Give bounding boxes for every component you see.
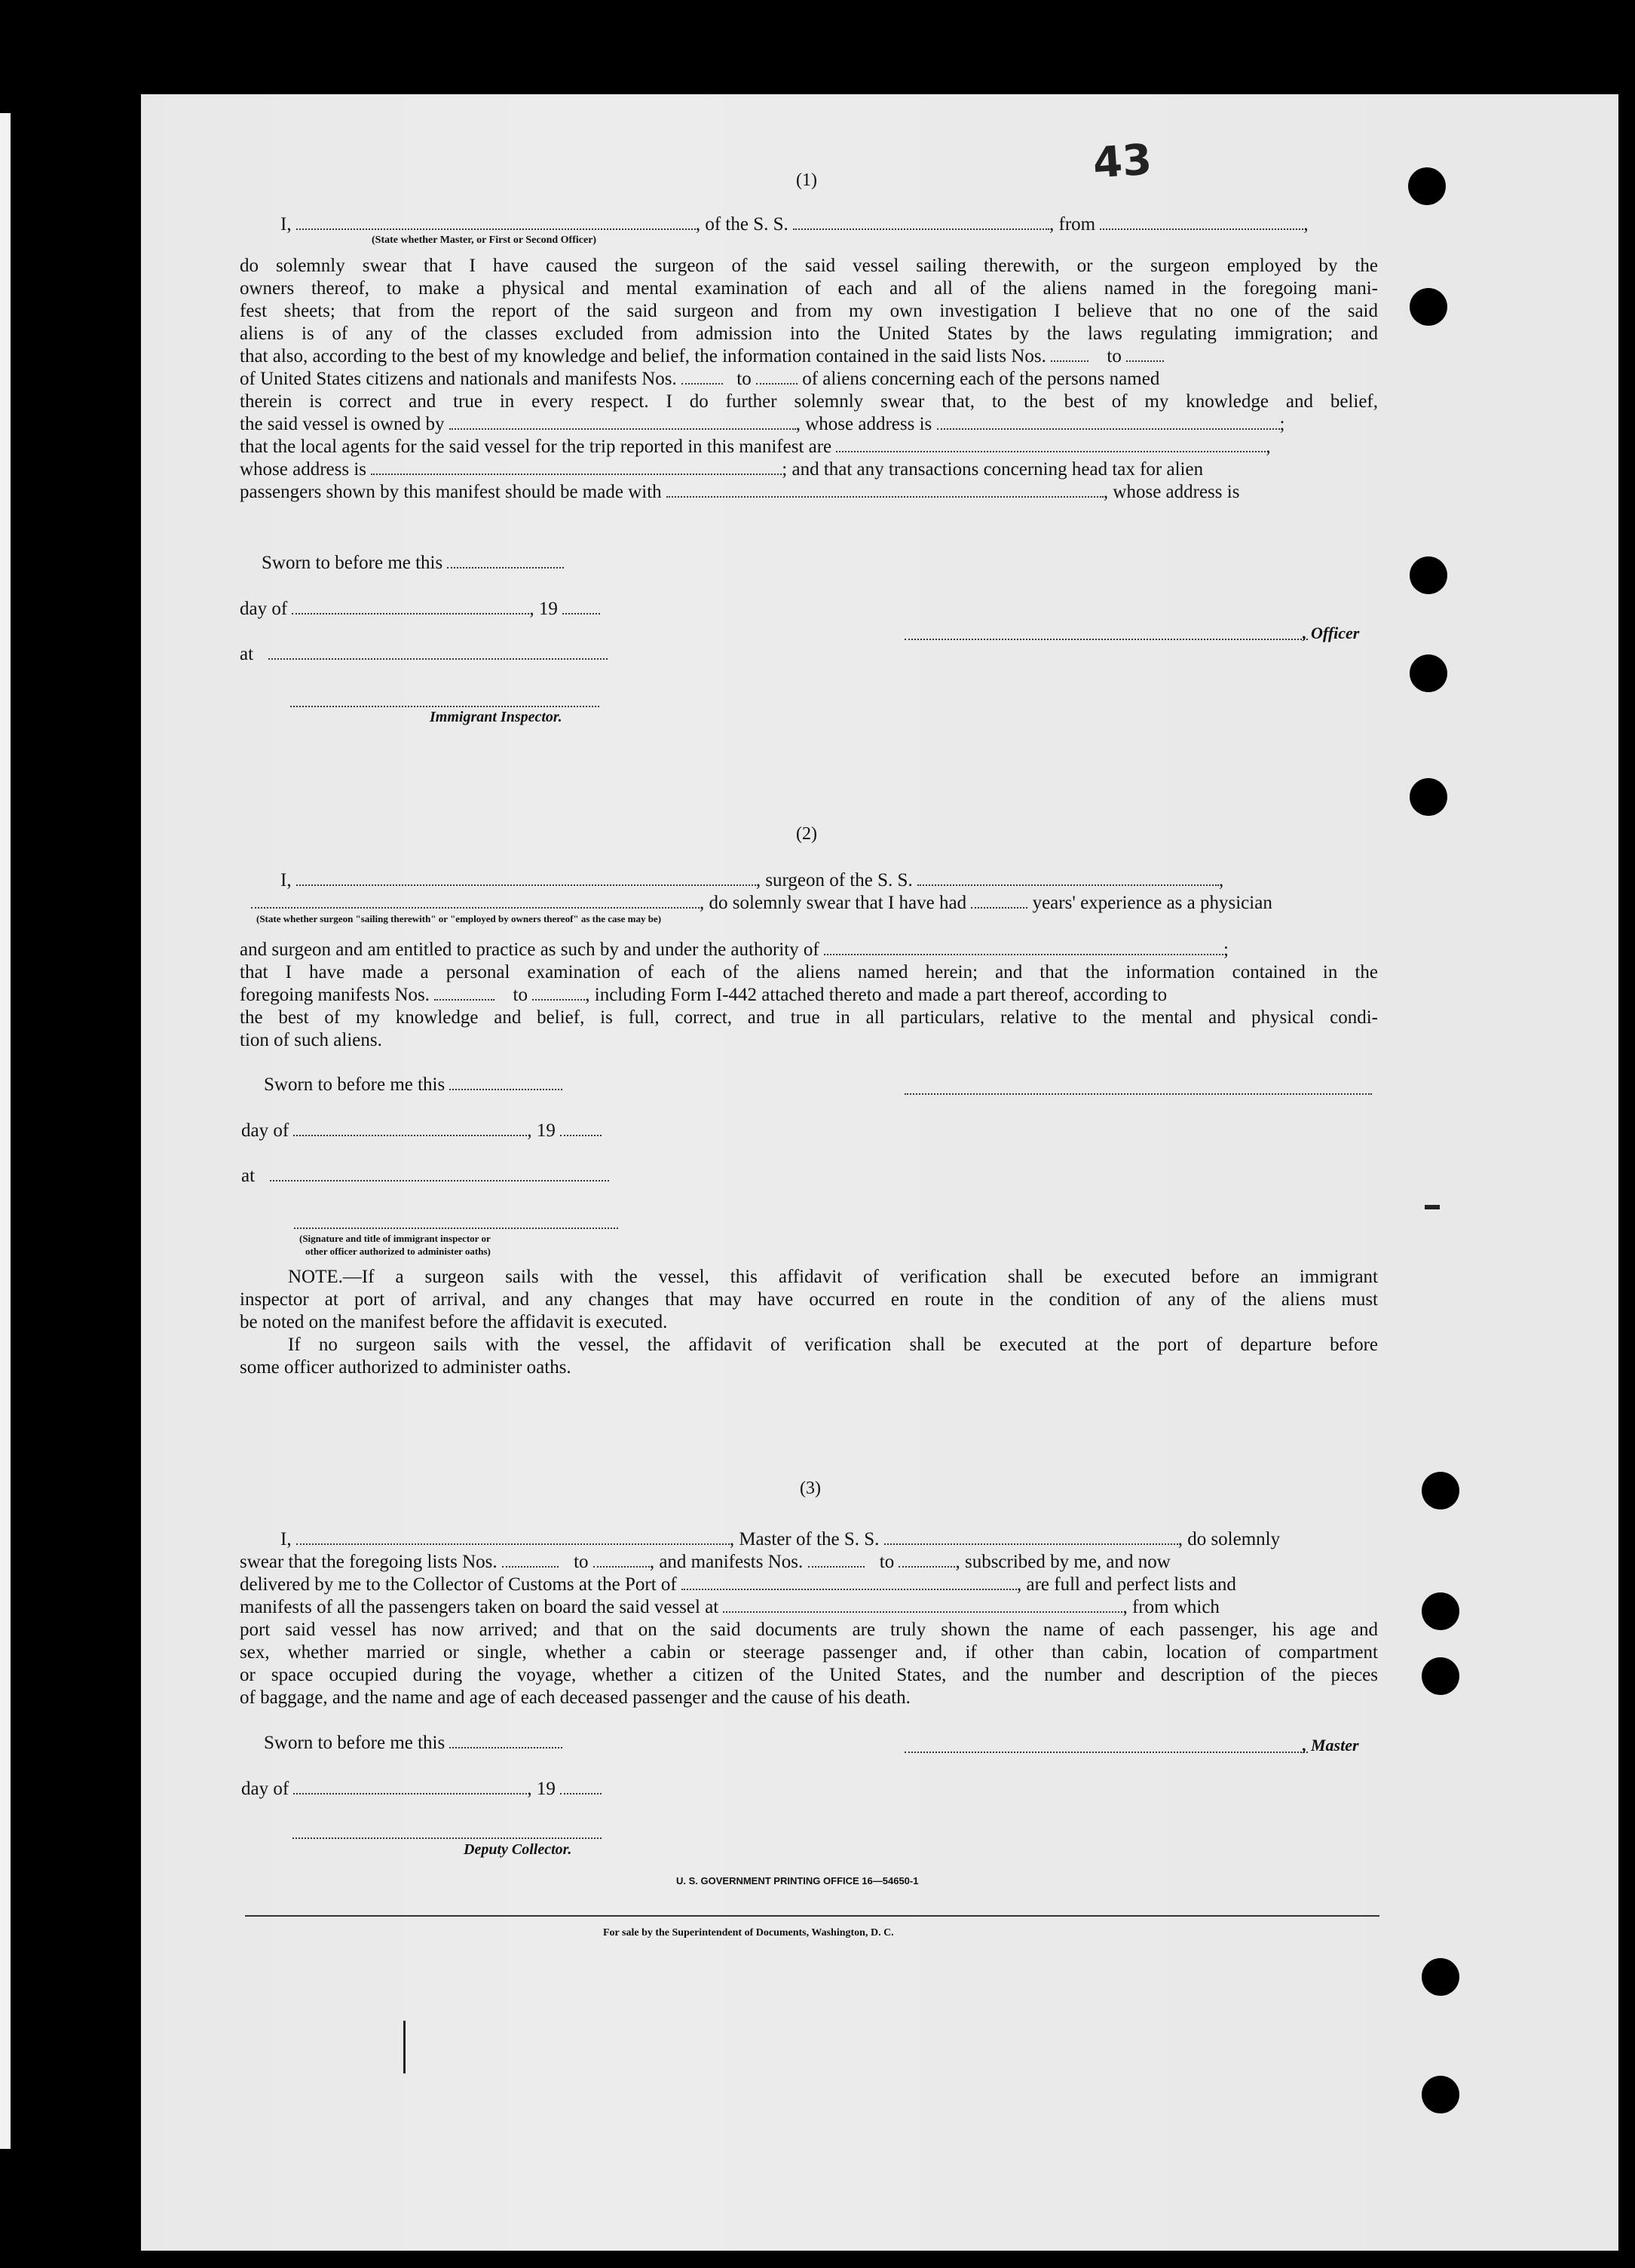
blank-field (434, 998, 494, 1001)
binder-hole (1422, 1958, 1459, 1996)
text: If no surgeon sails with the vessel, the affidavit of verification shall be executed at the port of departure before (288, 1335, 1378, 1355)
binder-hole (1410, 288, 1447, 326)
text: , surgeon of the S. S. (755, 870, 913, 890)
text: I, (280, 870, 292, 890)
text: to (513, 985, 528, 1005)
body-line: tion of such aliens. (240, 1030, 382, 1050)
blank-field (824, 953, 1223, 955)
text: day of (241, 1779, 289, 1799)
text: that also, according to the best of my knowledge and belief, the information contained in the said lists Nos. (240, 346, 1046, 366)
note-line: some officer authorized to administer oaths. (240, 1357, 571, 1378)
body-line (240, 1551, 1171, 1574)
blank-field (270, 1179, 609, 1182)
text: ; and that any transactions concerning head tax for alien (782, 459, 1204, 480)
text: and surgeon and am entitled to practice as such by and under the authority of (240, 939, 819, 960)
body-line (251, 892, 1272, 915)
note-line (288, 1334, 1378, 1356)
blank-field (1126, 360, 1164, 362)
blank-field (268, 657, 608, 660)
officer-label: , Officer (1303, 624, 1360, 642)
stray-mark (1425, 1205, 1440, 1209)
binder-hole (1422, 1657, 1459, 1695)
body-line (240, 458, 1203, 481)
text: , whose address is (795, 414, 932, 434)
sale-notice: For sale by the Superintendent of Documents, Washington, D. C. (603, 1927, 894, 1939)
blank-field (532, 998, 585, 1001)
body-line (240, 481, 1239, 504)
text: to (736, 369, 752, 389)
text: , subscribed by me, and now (955, 1552, 1171, 1572)
note-line: inspector at port of arrival, and any changes that may have occurred en route in the condition of any of the aliens must (240, 1289, 1378, 1310)
body-line (240, 368, 1159, 391)
section-number: (3) (800, 1479, 821, 1498)
body-line (240, 984, 1167, 1007)
body-line: aliens is of any of the classes excluded from admission into the United States by the laws regulating immigration; and (240, 323, 1378, 344)
text: , and manifests Nos. (649, 1552, 804, 1572)
text: , whose address is (1103, 482, 1240, 502)
text: the said vessel is owned by (240, 414, 445, 434)
body-line (240, 1574, 1236, 1596)
blank-field (937, 428, 1280, 430)
body-line: fest sheets; that from the report of the said surgeon and from my own investigation I believe that no one of the said (240, 301, 1378, 321)
text: I, (280, 214, 292, 234)
binder-hole (1410, 654, 1447, 692)
text: , do solemnly (1177, 1529, 1281, 1549)
text: to (574, 1552, 589, 1572)
text: at (240, 644, 254, 664)
blank-field (293, 1134, 527, 1136)
body-line: owners thereof, to make a physical and mental examination of each and all of the aliens named in the foregoing mani- (240, 278, 1378, 299)
blank-field (884, 1543, 1178, 1545)
blank-field (447, 566, 564, 569)
blank-field (502, 1565, 559, 1568)
blank-field (1051, 360, 1088, 362)
printing-office-line: U. S. GOVERNMENT PRINTING OFFICE 16—54650-1 (676, 1875, 919, 1886)
blank-field (560, 1792, 602, 1794)
text: , are full and perfect lists and (1017, 1574, 1236, 1595)
text: , (1266, 437, 1271, 457)
day-line (241, 1778, 602, 1801)
text: manifests of all the passengers taken on board the said vessel at (240, 1597, 719, 1617)
text: delivered by me to the Collector of Customs at the Port of (240, 1574, 677, 1595)
section-number: (1) (796, 170, 817, 190)
text: , Master of the S. S. (729, 1529, 880, 1549)
blank-field (560, 1134, 602, 1136)
blank-field (296, 1543, 730, 1545)
surgeon-signature-line (905, 1093, 1372, 1095)
blank-field (562, 612, 600, 615)
blank-field (293, 1792, 527, 1794)
collector-label: Deputy Collector. (464, 1841, 572, 1858)
day-line (240, 598, 600, 621)
body-line: or space occupied during the voyage, whether a citizen of the United States, and the number and description of the pieces (240, 1665, 1378, 1685)
text: , (1303, 214, 1309, 234)
text: years' experience as a physician (1032, 893, 1272, 913)
inspector-signature-line (290, 705, 599, 707)
blank-field (793, 228, 1049, 230)
text: , do solemnly swear that I have had (700, 893, 967, 913)
text: day of (241, 1120, 289, 1141)
note-line (288, 1266, 1378, 1289)
at-line (240, 643, 608, 666)
page-number: 43 (1091, 135, 1154, 188)
day-line (241, 1120, 602, 1142)
text: , 19 (529, 599, 558, 619)
text: whose address is (240, 459, 367, 480)
text: , 19 (527, 1779, 556, 1799)
signature-note: other officer authorized to administer oaths) (305, 1246, 491, 1257)
binder-hole (1422, 1592, 1459, 1630)
blank-field (681, 382, 723, 385)
sec3-opening-line (280, 1528, 1280, 1551)
footer-rule (245, 1915, 1379, 1917)
officer-signature-line (905, 638, 1308, 640)
blank-field (1100, 228, 1303, 230)
sworn-line (262, 552, 564, 575)
body-line: that I have made a personal examination of each of the aliens named herein; and that the information contained in the (240, 962, 1378, 982)
text: , including Form I-442 attached thereto and made a part thereof, according to (585, 985, 1168, 1005)
note-line: be noted on the manifest before the affidavit is executed. (240, 1312, 668, 1332)
blank-field (808, 1565, 865, 1568)
text: ; (1279, 414, 1285, 434)
text: of United States citizens and nationals and manifests Nos. (240, 369, 677, 389)
surgeon-note: (State whether surgeon "sailing therewith" or "employed by owners thereof" as the case may be) (256, 913, 662, 924)
blank-field (666, 495, 1104, 498)
blank-field (449, 428, 796, 430)
blank-field (756, 382, 798, 385)
body-line: port said vessel has now arrived; and that on the said documents are truly shown the name of each passenger, his age and (240, 1620, 1378, 1640)
body-line: do solemnly swear that I have caused the surgeon of the said vessel sailing therewith, or the surgeon employed by the (240, 256, 1378, 276)
binder-hole (1422, 2076, 1459, 2113)
text: passengers shown by this manifest should be made with (240, 482, 662, 502)
at-line (241, 1165, 609, 1188)
officer-note: (State whether Master, or First or Second Officer) (372, 234, 597, 246)
blank-field (296, 884, 756, 886)
text: to (879, 1552, 895, 1572)
text: at (241, 1166, 256, 1186)
blank-field (593, 1565, 650, 1568)
text: day of (240, 599, 288, 619)
text: Sworn to before me this (264, 1733, 445, 1753)
master-signature-line (905, 1751, 1308, 1753)
text: NOTE.—If a surgeon sails with the vessel, this affidavit of verification shall be executed before an immigrant (288, 1267, 1378, 1287)
section-number: (2) (796, 824, 817, 844)
text: of aliens concerning each of the persons named (802, 369, 1160, 389)
body-line (240, 939, 1229, 961)
body-line (240, 436, 1271, 458)
body-line (240, 413, 1284, 436)
blank-field (899, 1565, 955, 1568)
sworn-line (264, 1732, 562, 1755)
sworn-line (264, 1074, 562, 1096)
text: foregoing manifests Nos. (240, 985, 430, 1005)
text: , of the S. S. (695, 214, 788, 234)
text: , from (1049, 214, 1096, 234)
inspector-signature-line (294, 1227, 618, 1229)
stray-mark (403, 2021, 406, 2073)
body-line (240, 1596, 1220, 1619)
body-line: sex, whether married or single, whether a cabin or steerage passenger and, if other than cabin, location of compartment (240, 1642, 1378, 1663)
inspector-label: Immigrant Inspector. (430, 709, 562, 725)
left-margin-strip (0, 113, 11, 2149)
text: , (1218, 870, 1224, 890)
body-line: of baggage, and the name and age of each deceased passenger and the cause of his death. (240, 1687, 911, 1708)
collector-signature-line (292, 1837, 602, 1839)
blank-field (723, 1611, 1122, 1613)
blank-field (292, 612, 529, 615)
signature-note: (Signature and title of immigrant inspector or (299, 1233, 491, 1244)
body-line (240, 345, 1164, 368)
text: Sworn to before me this (262, 553, 443, 573)
blank-field (449, 1088, 562, 1090)
binder-hole (1410, 778, 1447, 816)
blank-field (449, 1746, 562, 1749)
binder-hole (1422, 1472, 1459, 1509)
blank-field (917, 884, 1219, 886)
blank-field (296, 228, 696, 230)
blank-field (971, 906, 1027, 909)
body-line: the best of my knowledge and belief, is full, correct, and true in all particulars, relative to the mental and physical condi- (240, 1007, 1378, 1028)
sec1-opening-line (280, 213, 1309, 236)
blank-field (371, 473, 782, 475)
text: , 19 (527, 1120, 556, 1141)
text: I, (280, 1529, 292, 1549)
text: ; (1223, 939, 1229, 960)
text: to (1107, 346, 1122, 366)
binder-hole (1408, 167, 1446, 205)
blank-field (251, 906, 700, 909)
master-label: , Master (1303, 1736, 1359, 1755)
blank-field (681, 1588, 1017, 1590)
blank-field (836, 450, 1266, 452)
text: Sworn to before me this (264, 1074, 445, 1095)
sec2-opening-line (280, 869, 1223, 892)
text: that the local agents for the said vessel for the trip reported in this manifest are (240, 437, 832, 457)
text: , from which (1122, 1597, 1220, 1617)
binder-hole (1410, 556, 1447, 594)
body-line: therein is correct and true in every respect. I do further solemnly swear that, to the best of my knowledge and belief, (240, 391, 1378, 412)
text: swear that the foregoing lists Nos. (240, 1552, 498, 1572)
